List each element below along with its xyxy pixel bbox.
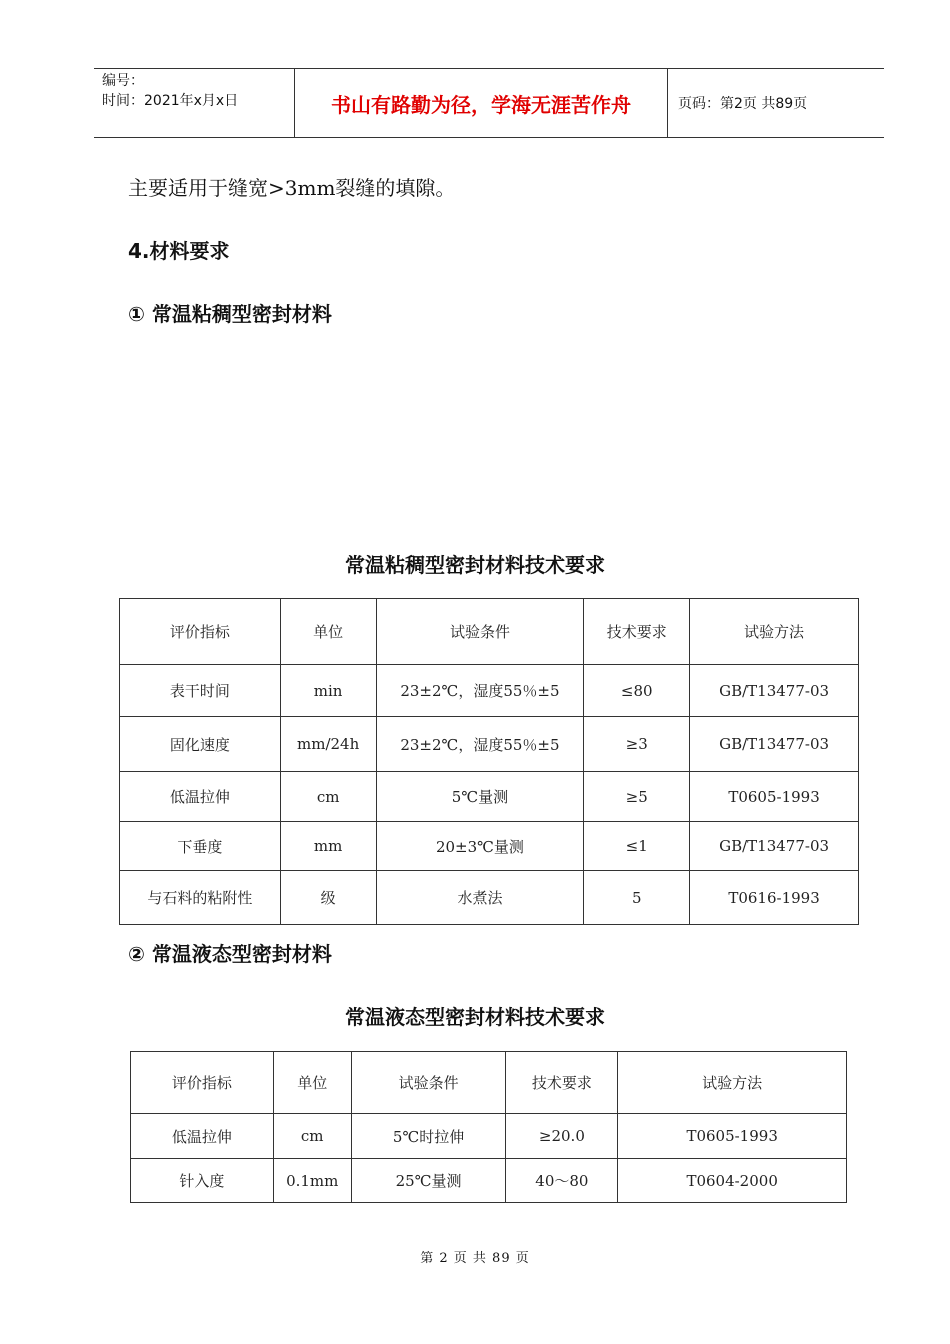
table-cell: 5℃时拉伸 [351,1114,506,1159]
header-cell: 单位 [280,599,376,665]
header-cell: 单位 [273,1052,351,1114]
table-cell: 20±3℃量测 [376,822,584,871]
table-row [120,665,859,717]
page-footer: 第 2 页 共 89 页 [420,1251,530,1266]
table-cell: cm [280,772,376,822]
table-cell: 40～80 [506,1159,618,1203]
table-cell: GB/T13477-03 [690,665,859,717]
section-title: 4.材料要求 [128,239,230,263]
table-cell: GB/T13477-03 [690,717,859,772]
table-cell: cm [273,1114,351,1159]
table-cell: GB/T13477-03 [690,822,859,871]
table-cell: 固化速度 [120,717,281,772]
table-cell: 针入度 [131,1159,274,1203]
table-header-row [131,1052,847,1114]
table-cell: 低温拉伸 [131,1114,274,1159]
table-cell: T0616-1993 [690,871,859,925]
table-row [131,1114,847,1159]
header-cell: 试验条件 [376,599,584,665]
subsection-title-1: ① 常温粘稠型密封材料 [128,302,332,326]
table-cell: 5℃量测 [376,772,584,822]
table-cell: ≥20.0 [506,1114,618,1159]
page-header [94,68,884,138]
table-cell: 级 [280,871,376,925]
header-cell: 评价指标 [120,599,281,665]
table-cell: 5 [584,871,690,925]
table-cell: ≥3 [584,717,690,772]
table-row [120,772,859,822]
header-cell: 技术要求 [506,1052,618,1114]
header-cell: 试验方法 [618,1052,847,1114]
table-cell: T0605-1993 [690,772,859,822]
table-row [131,1159,847,1203]
table1-caption: 常温粘稠型密封材料技术要求 [345,553,605,577]
header-cell: 技术要求 [584,599,690,665]
header-cell: 试验方法 [690,599,859,665]
table-cell: ≥5 [584,772,690,822]
table-cell: T0605-1993 [618,1114,847,1159]
table-row [120,871,859,925]
table-cell: 下垂度 [120,822,281,871]
table-cell: mm/24h [280,717,376,772]
table-cell: ≤1 [584,822,690,871]
table-viscous-sealant [119,598,859,925]
table-cell: 与石料的粘附性 [120,871,281,925]
table-row [120,717,859,772]
table-cell: 低温拉伸 [120,772,281,822]
table-cell: min [280,665,376,717]
table-cell: ≤80 [584,665,690,717]
table2-caption: 常温液态型密封材料技术要求 [345,1005,605,1029]
table-liquid-sealant [130,1051,847,1203]
table-cell: 23±2℃，湿度55％±5 [376,665,584,717]
table-row [120,822,859,871]
header-meta [94,69,295,137]
table-cell: 表干时间 [120,665,281,717]
table-cell: mm [280,822,376,871]
subsection-title-2: ② 常温液态型密封材料 [128,942,332,966]
table-cell: 23±2℃，湿度55％±5 [376,717,584,772]
header-page-info: 页码：第2页 共89页 [678,96,808,112]
table-header-row [120,599,859,665]
header-cell: 试验条件 [351,1052,506,1114]
header-motto: 书山有路勤为径，学海无涯苦作舟 [295,69,668,137]
table-cell: 25℃量测 [351,1159,506,1203]
intro-text: 主要适用于缝宽>3mm裂缝的填隙。 [128,176,456,200]
table-cell: T0604-2000 [618,1159,847,1203]
header-cell: 评价指标 [131,1052,274,1114]
serial-label: 编号： [102,73,144,89]
table-cell: 0.1mm [273,1159,351,1203]
time-label: 时间：2021年x月x日 [102,93,239,109]
table-cell: 水煮法 [376,871,584,925]
